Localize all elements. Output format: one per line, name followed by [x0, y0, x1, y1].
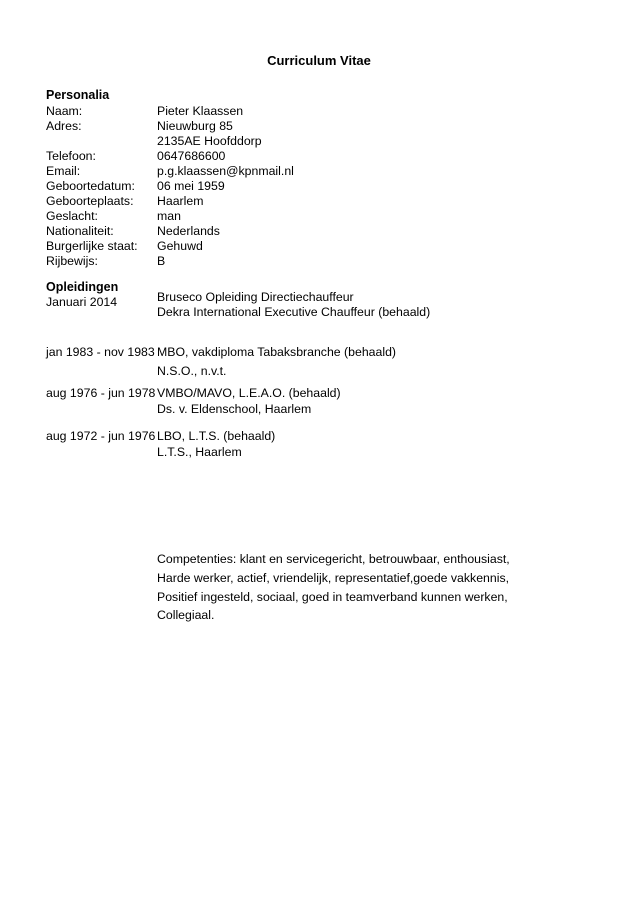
label-telefoon: Telefoon:	[46, 149, 96, 163]
value-geboorteplaats: Haarlem	[157, 194, 204, 208]
education-detail: Dekra International Executive Chauffeur (behaald)	[157, 305, 431, 319]
label-rijbewijs: Rijbewijs:	[46, 254, 98, 268]
section-heading-personalia: Personalia	[46, 88, 110, 102]
competencies-line: Positief ingesteld, sociaal, goed in teamverband kunnen werken,	[157, 590, 508, 604]
education-title: VMBO/MAVO, L.E.A.O. (behaald)	[157, 386, 341, 400]
value-telefoon: 0647686600	[157, 149, 226, 163]
value-geslacht: man	[157, 209, 181, 223]
value-email: p.g.klaassen@kpnmail.nl	[157, 164, 294, 178]
label-geboorteplaats: Geboorteplaats:	[46, 194, 134, 208]
value-adres-street: Nieuwburg 85	[157, 119, 233, 133]
label-burgerlijke-staat: Burgerlijke staat:	[46, 239, 138, 253]
education-detail: Ds. v. Eldenschool, Haarlem	[157, 402, 312, 416]
document-title: Curriculum Vitae	[267, 53, 371, 68]
competencies-line: Competenties: klant en servicegericht, betrouwbaar, enthousiast,	[157, 552, 510, 566]
value-geboortedatum: 06 mei 1959	[157, 179, 225, 193]
value-nationaliteit: Nederlands	[157, 224, 220, 238]
competencies-line: Collegiaal.	[157, 608, 215, 622]
competencies-line: Harde werker, actief, vriendelijk, representatief,goede vakkennis,	[157, 571, 510, 585]
education-title: Bruseco Opleiding Directiechauffeur	[157, 290, 354, 304]
label-geboortedatum: Geboortedatum:	[46, 179, 135, 193]
education-title: LBO, L.T.S. (behaald)	[157, 429, 276, 443]
label-email: Email:	[46, 164, 81, 178]
section-heading-opleidingen: Opleidingen	[46, 280, 119, 294]
education-period: aug 1972 - jun 1976	[46, 429, 156, 443]
education-period: jan 1983 - nov 1983	[46, 345, 155, 359]
value-adres-city: 2135AE Hoofddorp	[157, 134, 262, 148]
label-geslacht: Geslacht:	[46, 209, 98, 223]
value-naam: Pieter Klaassen	[157, 104, 244, 118]
label-adres: Adres:	[46, 119, 82, 133]
education-detail: N.S.O., n.v.t.	[157, 364, 227, 378]
value-burgerlijke-staat: Gehuwd	[157, 239, 203, 253]
education-period: Januari 2014	[46, 295, 118, 309]
value-rijbewijs: B	[157, 254, 166, 268]
label-naam: Naam:	[46, 104, 83, 118]
label-nationaliteit: Nationaliteit:	[46, 224, 114, 238]
education-title: MBO, vakdiploma Tabaksbranche (behaald)	[157, 345, 397, 359]
education-detail: L.T.S., Haarlem	[157, 445, 242, 459]
education-period: aug 1976 - jun 1978	[46, 386, 156, 400]
